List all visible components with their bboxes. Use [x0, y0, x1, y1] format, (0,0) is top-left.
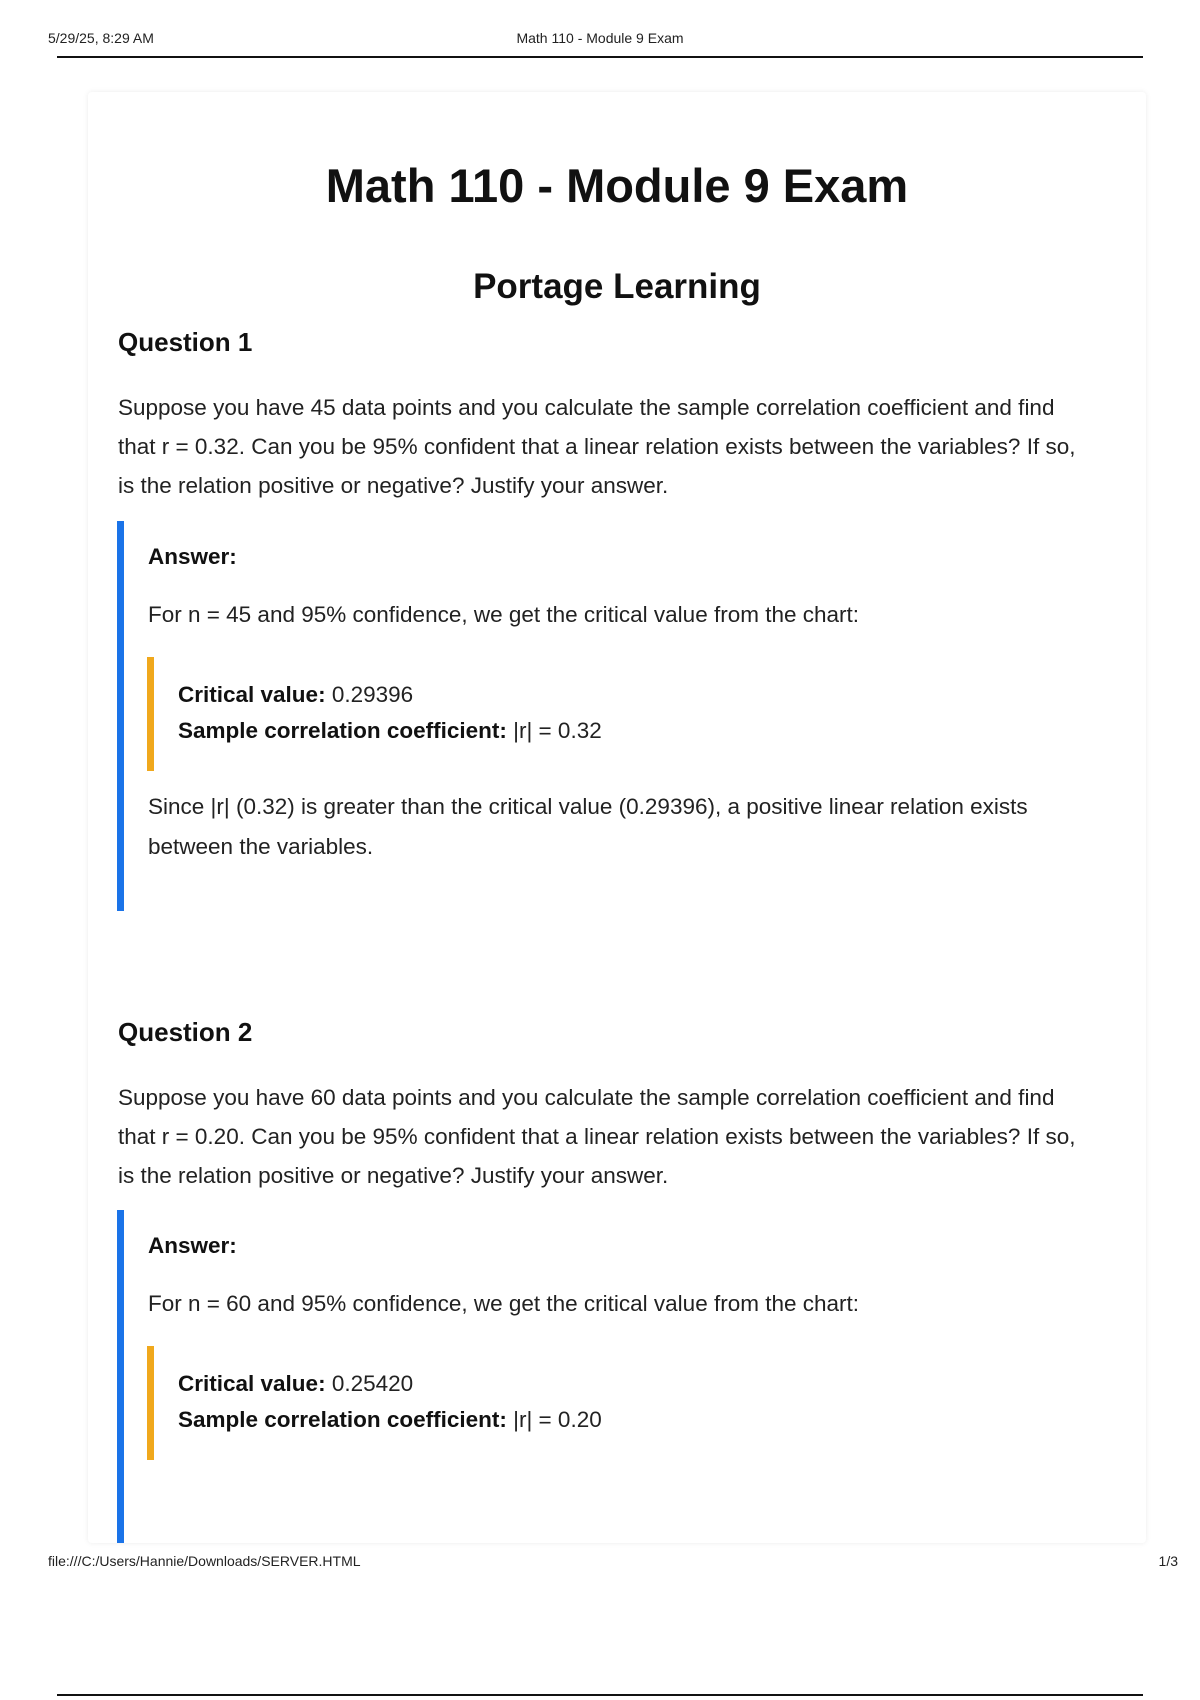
page-title: Math 110 - Module 9 Exam — [325, 159, 909, 212]
sample-coefficient-2 — [178, 1407, 602, 1433]
critical-value-2-value: 0.25420 — [331, 1371, 414, 1396]
critical-value-1-value: 0.29396 — [331, 682, 414, 707]
critical-value-1-label: Critical value: — [178, 682, 326, 707]
sample-coefficient-2-value: |r| = 0.20 — [513, 1407, 602, 1432]
answer-2-accent-bar — [117, 1210, 124, 1543]
sample-coefficient-1-value: |r| = 0.32 — [513, 718, 602, 743]
answer-2-intro: For n = 60 and 95% confidence, we get the critical value from the chart: — [148, 1291, 860, 1316]
print-header — [48, 30, 1152, 46]
critical-value-1 — [178, 682, 413, 708]
question-1-heading: Question 1 — [118, 327, 253, 357]
critical-value-2 — [178, 1371, 413, 1397]
sample-coefficient-1 — [178, 718, 602, 744]
question-1-text: Suppose you have 45 data points and you calculate the sample correlation coefficient and find that r = 0.32. Can you be 95% confident that a linear relation exists between the variables? If so, is the relation positive or negative? Justify your answer. — [118, 395, 1076, 498]
print-datetime: 5/29/25, 8:29 AM — [48, 30, 154, 46]
question-2-heading: Question 2 — [118, 1017, 253, 1047]
page-number: 1/3 — [1158, 1553, 1178, 1569]
answer-1-intro: For n = 45 and 95% confidence, we get the critical value from the chart: — [148, 602, 860, 627]
question-2-text: Suppose you have 60 data points and you calculate the sample correlation coefficient and find that r = 0.20. Can you be 95% confident that a linear relation exists between the variables? If so, is the relation positive or negative? Justify your answer. — [118, 1085, 1076, 1188]
critical-value-2-label: Critical value: — [178, 1371, 326, 1396]
page-subtitle: Portage Learning — [473, 267, 761, 306]
answer-1-accent-bar — [117, 521, 124, 911]
exam-card — [88, 92, 1146, 1543]
sample-coefficient-2-label: Sample correlation coefficient: — [178, 1407, 507, 1432]
answer-1-label: Answer: — [148, 544, 237, 569]
bottom-divider — [57, 1694, 1143, 1696]
sample-coefficient-1-label: Sample correlation coefficient: — [178, 718, 507, 743]
file-path: file:///C:/Users/Hannie/Downloads/SERVER.HTML — [48, 1553, 361, 1569]
header-divider — [57, 56, 1143, 58]
critical-2-accent-bar — [147, 1346, 154, 1460]
critical-1-accent-bar — [147, 657, 154, 771]
print-page-title: Math 110 - Module 9 Exam — [516, 30, 684, 46]
answer-2-label: Answer: — [148, 1233, 237, 1258]
answer-1-conclusion: Since |r| (0.32) is greater than the critical value (0.29396), a positive linear relation exists between the variables. — [148, 794, 1028, 859]
